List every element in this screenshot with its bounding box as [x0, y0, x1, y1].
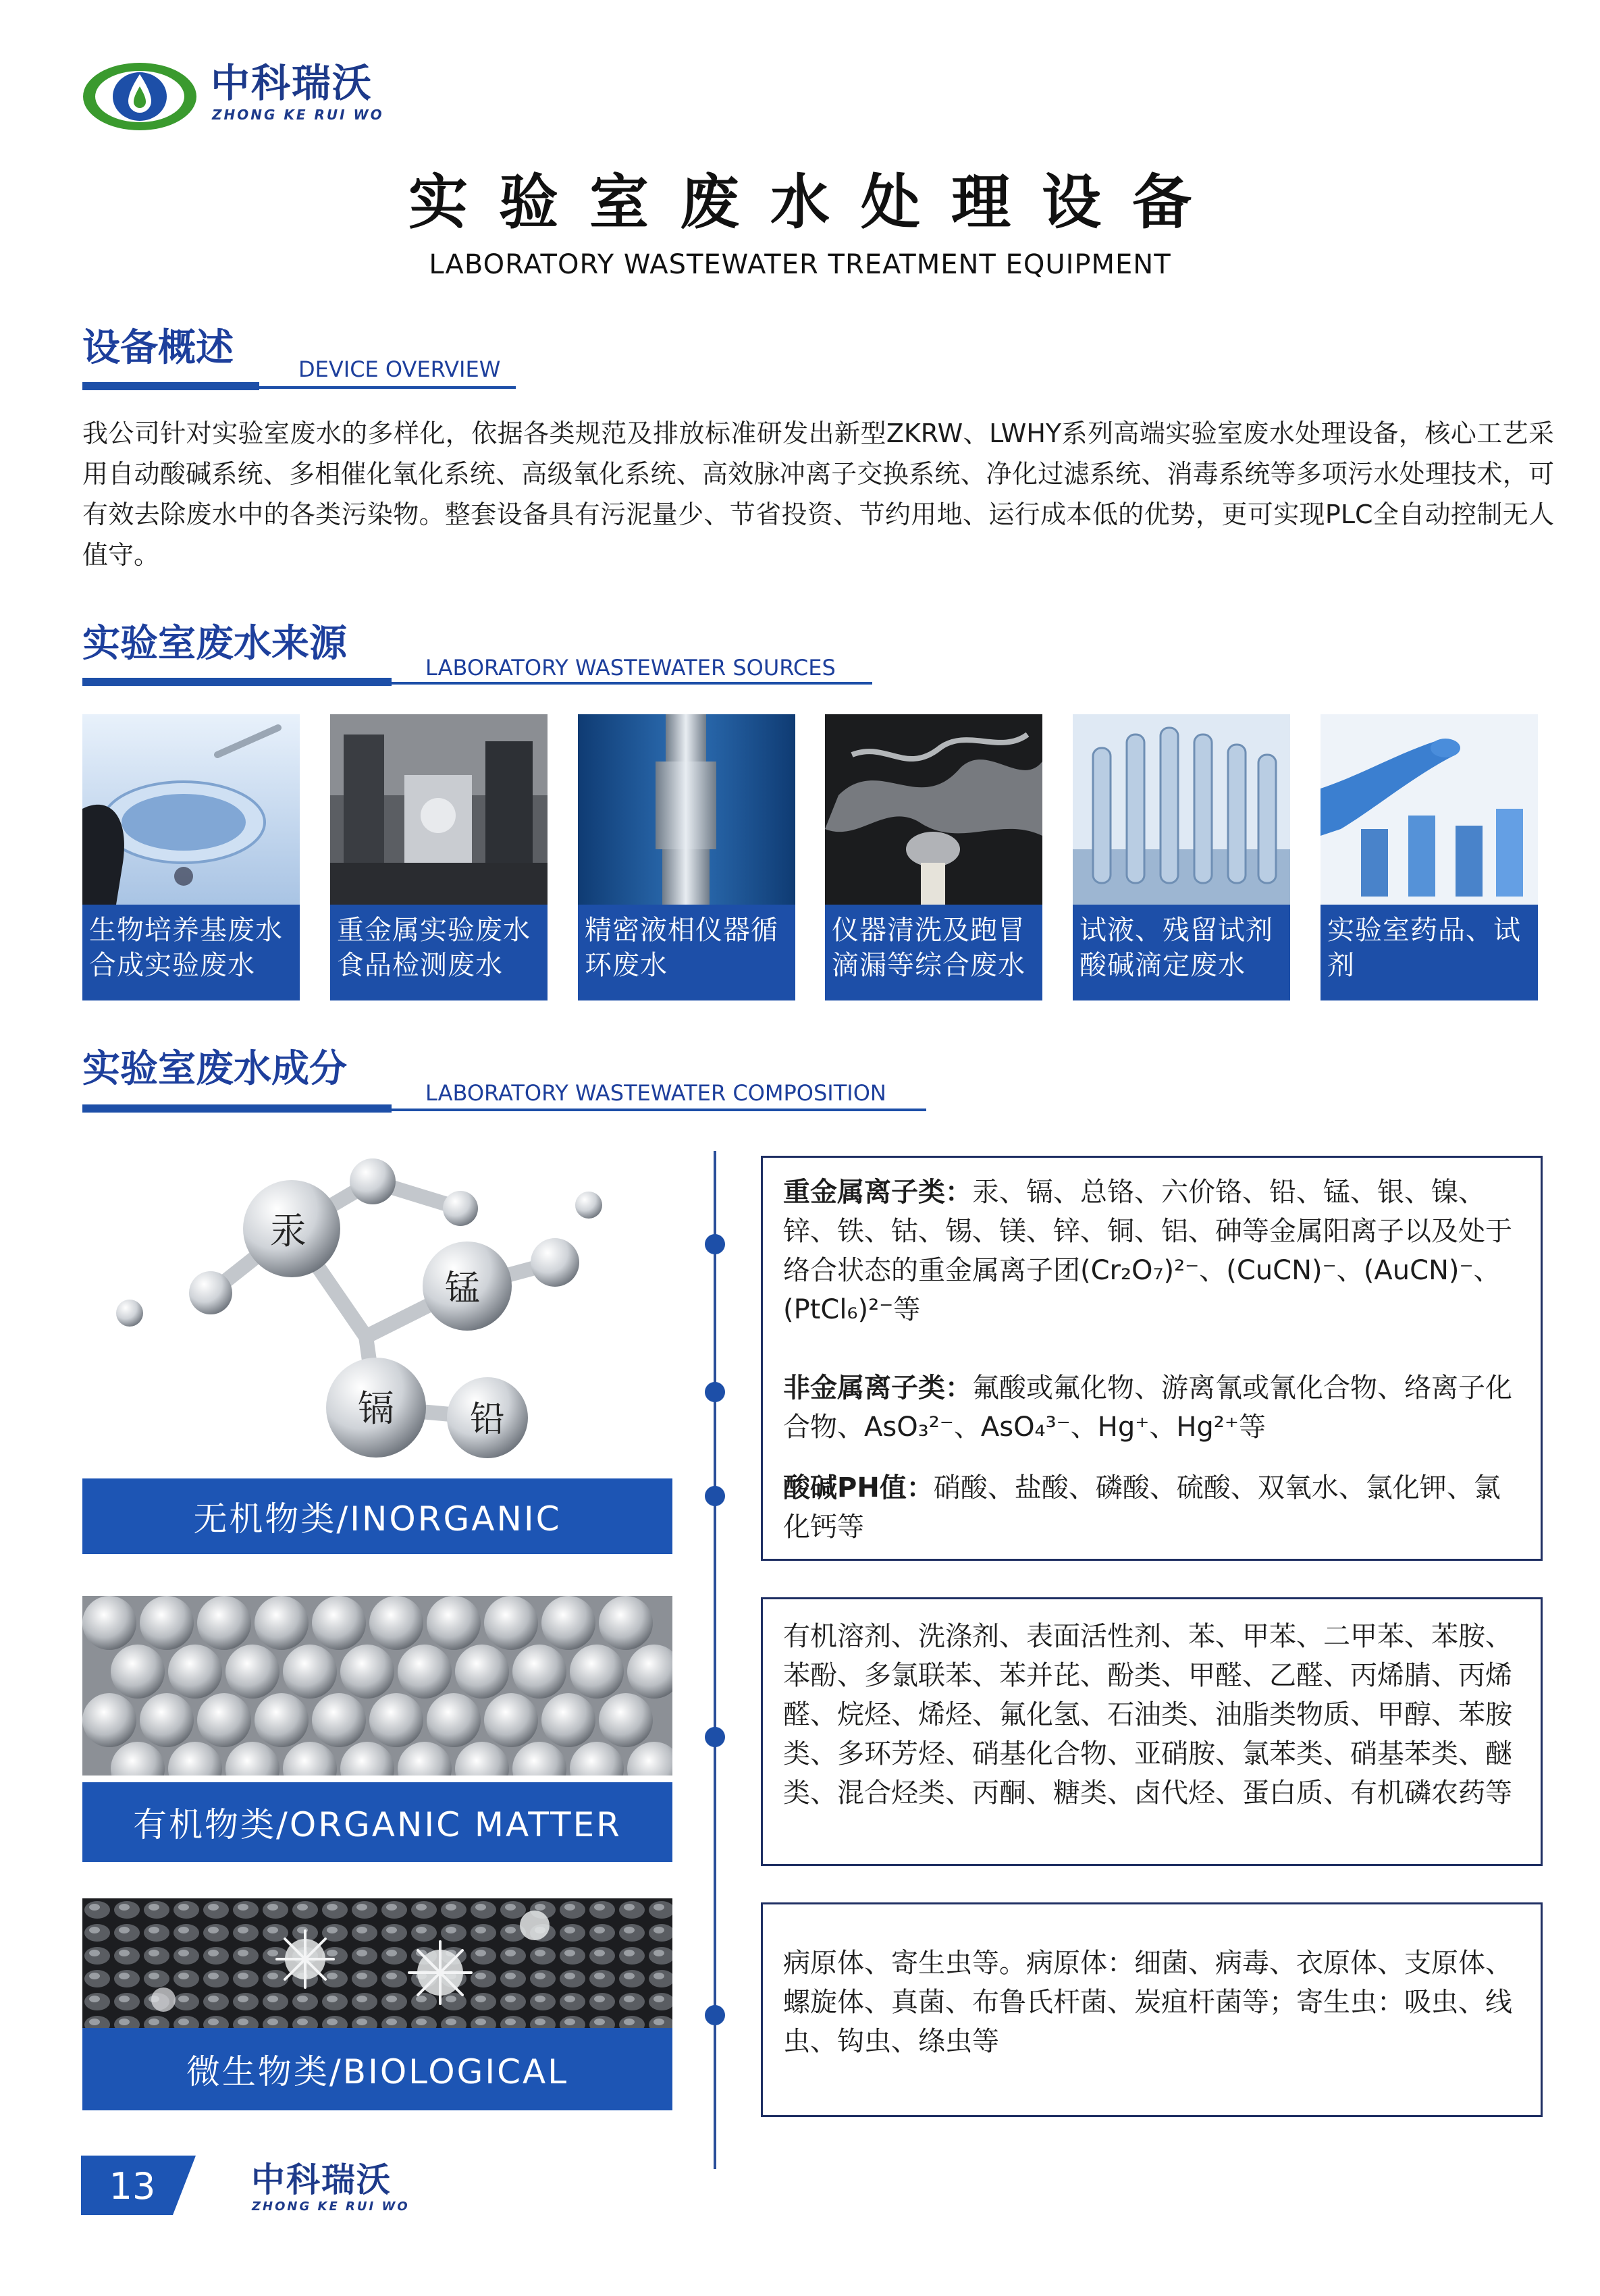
footer-brand-en: ZHONG KE RUI WO — [252, 2199, 410, 2214]
sources-heading: 实验室废水来源 — [82, 622, 347, 666]
brand-name-cn: 中科瑞沃 — [211, 60, 373, 106]
source-label: 实验室药品、试剂 — [1327, 915, 1521, 981]
section-divider — [82, 382, 259, 390]
organic-bubbles-photo — [82, 1596, 672, 1776]
page-number: 13 — [109, 2165, 156, 2208]
inorganic-textbox — [761, 1156, 1543, 1561]
sources-heading-en: LABORATORY WASTEWATER SOURCES — [425, 655, 836, 680]
source-label: 重金属实验废水食品检测废水 — [337, 915, 531, 981]
ph-title: 酸碱PH值： — [783, 1472, 934, 1503]
overview-heading-en: DEVICE OVERVIEW — [298, 356, 501, 382]
source-card — [330, 714, 548, 1000]
timeline-dot — [705, 2005, 725, 2025]
overview-text: 我公司针对实验室废水的多样化，依据各类规范及排放标准研发出新型ZKRW、LWHY系列高端实验室废水处理设备，核心工艺采用自动酸碱系统、多相催化氧化系统、高级氧化系统、高效脉冲离子交换系统、净化过滤系统、消毒系统等多项污水处理技术，可有效去除废水中的各类污染物。整套设备具有污泥量少、节省投资、节约用地、运行成本低的优势，更可实现PLC全自动控制无人值守。 — [82, 419, 1554, 570]
footer-brand-cn: 中科瑞沃 — [251, 2160, 392, 2199]
section-divider — [392, 1109, 926, 1111]
ph-text: 硝酸、盐酸、磷酸、硫酸、双氧水、氯化钾、氯化钙等 — [783, 1472, 1501, 1543]
heavy-metal-paragraph — [783, 1173, 1524, 1329]
nonmetal-text: 氟酸或氟化物、游离氰或氰化合物、络离子化合物、AsO₃²⁻、AsO₄³⁻、Hg⁺、Hg²⁺等 — [783, 1372, 1512, 1443]
section-divider — [82, 1104, 392, 1113]
section-divider — [392, 682, 872, 685]
microbe-photo — [82, 1898, 672, 2028]
test-tubes-photo — [1073, 714, 1290, 905]
molecule-label: 镉 — [358, 1387, 394, 1430]
source-label: 试液、残留试剂酸碱滴定废水 — [1079, 915, 1273, 981]
source-card — [578, 714, 795, 1000]
page-title: 实验室废水处理设备 — [408, 167, 1223, 237]
overview-heading: 设备概述 — [82, 326, 234, 370]
petri-dish-photo — [82, 714, 300, 905]
heavy-metal-title: 重金属离子类： — [783, 1177, 972, 1208]
nonmetal-paragraph — [783, 1368, 1524, 1447]
biological-label: 微生物类/BIOLOGICAL — [82, 2028, 672, 2110]
inorganic-label: 无机物类/INORGANIC — [82, 1478, 672, 1554]
biological-text: 病原体、寄生虫等。病原体：细菌、病毒、衣原体、支原体、螺旋体、真菌、布鲁氏杆菌、炭疽杆菌等；寄生虫：吸虫、线虫、钩虫、绦虫等 — [783, 1948, 1512, 2057]
source-card — [82, 714, 300, 1000]
source-label: 生物培养基废水合成实验废水 — [89, 915, 283, 981]
source-card — [825, 714, 1042, 1000]
composition-heading-en: LABORATORY WASTEWATER COMPOSITION — [425, 1080, 886, 1106]
molecule-illustration — [82, 1141, 672, 1478]
source-label: 精密液相仪器循环废水 — [585, 915, 778, 981]
brand-name-en: ZHONG KE RUI WO — [212, 107, 384, 123]
page-subtitle: LABORATORY WASTEWATER TREATMENT EQUIPMENT — [429, 249, 1171, 280]
timeline-dot — [705, 1486, 725, 1506]
heavy-metal-text: 汞、镉、总铬、六价铬、铅、锰、银、镍、锌、铁、钴、锡、镁、锌、铜、铝、砷等金属阳离子以及处于络合状态的重金属离子团(Cr₂O₇)²⁻、(CuCN)⁻、(AuCN)⁻、(PtCl₆)²⁻等 — [783, 1177, 1512, 1325]
molecule-label: 汞 — [270, 1210, 306, 1252]
lab-reagent-photo — [1321, 714, 1538, 905]
ph-paragraph — [783, 1468, 1524, 1547]
organic-text: 有机溶剂、洗涤剂、表面活性剂、苯、甲苯、二甲苯、苯胺、苯酚、多氯联苯、苯并芘、酚类、甲醛、乙醛、丙烯腈、丙烯醛、烷烃、烯烃、氟化氢、石油类、油脂类物质、甲醇、苯胺类、多环芳烃、硝基化合物、亚硝胺、氯苯类、硝基苯类、醚类、混合烃类、丙酮、糖类、卤代烃、蛋白质、有机磷农药等 — [783, 1621, 1512, 1809]
nonmetal-title: 非金属离子类： — [783, 1372, 972, 1404]
source-card — [1073, 714, 1290, 1000]
biological-textbox — [761, 1902, 1543, 2117]
brand-logo-icon — [81, 59, 199, 134]
timeline-dot — [705, 1234, 725, 1254]
organic-textbox — [761, 1597, 1543, 1866]
section-divider — [259, 386, 516, 389]
source-card — [1321, 714, 1538, 1000]
composition-heading: 实验室废水成分 — [82, 1047, 347, 1091]
organic-label: 有机物类/ORGANIC MATTER — [82, 1782, 672, 1862]
molecule-label: 铅 — [469, 1399, 506, 1440]
timeline-dot — [705, 1382, 725, 1402]
page-number-badge — [81, 2156, 196, 2215]
lab-equipment-photo — [330, 714, 548, 905]
source-label: 仪器清洗及跑冒滴漏等综合废水 — [832, 915, 1025, 981]
molecule-label: 锰 — [444, 1269, 481, 1309]
liquid-instrument-photo — [578, 714, 795, 905]
section-divider — [82, 678, 392, 686]
water-splash-photo — [825, 714, 1042, 905]
timeline-dot — [705, 1727, 725, 1747]
